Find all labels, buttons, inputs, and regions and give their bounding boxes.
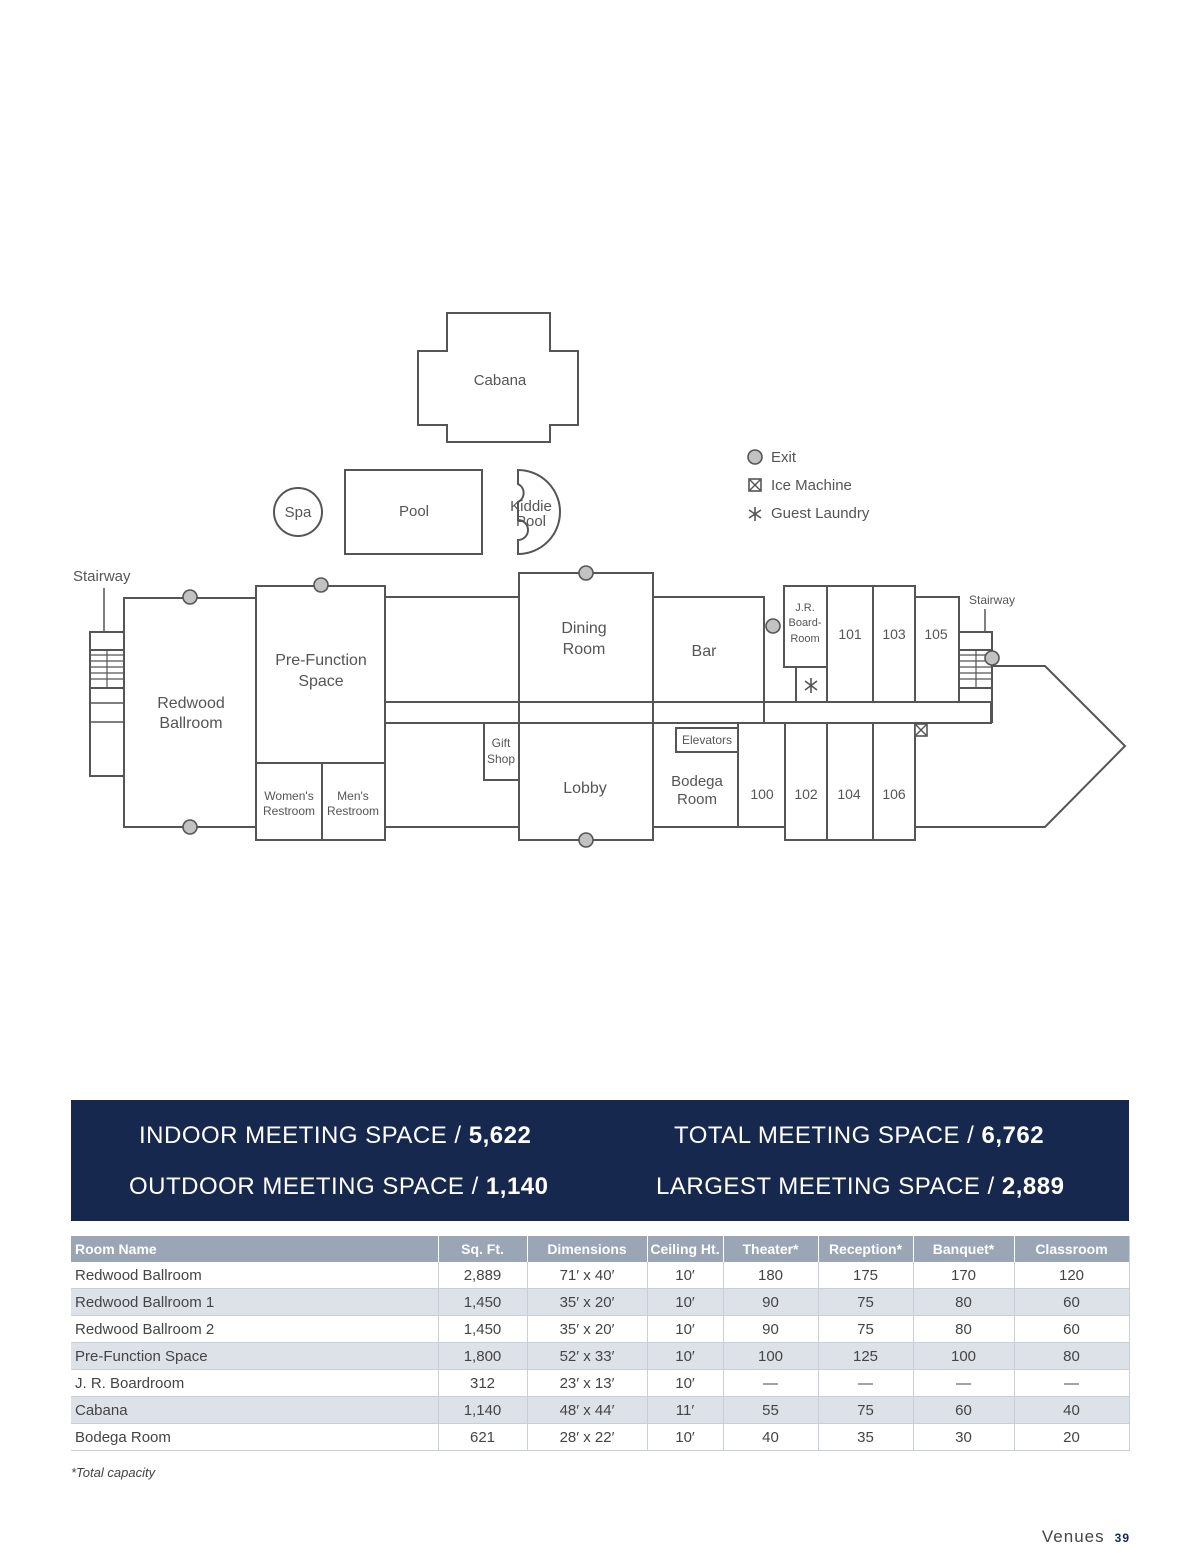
table-cell: 120	[1014, 1262, 1129, 1289]
table-cell: 170	[913, 1262, 1014, 1289]
table-cell: Pre-Function Space	[71, 1343, 438, 1370]
table-cell: —	[1014, 1370, 1129, 1397]
womens-label-1: Women's	[264, 789, 314, 803]
table-cell: 11′	[647, 1397, 723, 1424]
table-cell: 60	[1014, 1316, 1129, 1343]
table-cell: 10′	[647, 1316, 723, 1343]
room-102-label: 102	[794, 786, 818, 802]
page-footer	[1042, 1527, 1130, 1547]
gift-label-1: Gift	[491, 736, 511, 750]
cabana-label: Cabana	[473, 372, 527, 389]
room-102	[785, 723, 827, 840]
room-104-label: 104	[837, 786, 861, 802]
table-row	[71, 1289, 1129, 1316]
table-header-row	[71, 1236, 1129, 1262]
bodega-label-1: Bodega	[671, 773, 723, 790]
indoor-value: 5,622	[468, 1122, 532, 1149]
table-cell: 175	[818, 1262, 913, 1289]
room-103-label: 103	[882, 626, 906, 642]
elevators-label: Elevators	[681, 733, 733, 747]
room-101	[827, 586, 873, 702]
jr-label-2: Board-	[788, 617, 822, 629]
exit-icon	[183, 590, 197, 604]
table-cell: 60	[1014, 1289, 1129, 1316]
table-cell: 60	[913, 1397, 1014, 1424]
bar-label: Bar	[691, 643, 717, 660]
table-cell: 48′ x 44′	[527, 1397, 647, 1424]
mens-label-2: Restroom	[326, 804, 380, 818]
column-header: Banquet*	[913, 1236, 1014, 1262]
dining-label-2: Room	[562, 641, 606, 658]
stairway-right-label: Stairway	[968, 593, 1016, 607]
room-101-label: 101	[838, 626, 862, 642]
table-cell: —	[913, 1370, 1014, 1397]
upper-corridor-west	[385, 597, 519, 702]
table-cell: 23′ x 13′	[527, 1370, 647, 1397]
bodega-label-2: Room	[676, 791, 718, 808]
table-row	[71, 1370, 1129, 1397]
capacity-footnote: *Total capacity	[71, 1465, 156, 1480]
table-row	[71, 1343, 1129, 1370]
column-header: Dimensions	[527, 1236, 647, 1262]
table-row	[71, 1397, 1129, 1424]
table-cell: 35′ x 20′	[527, 1289, 647, 1316]
outdoor-meeting-space	[129, 1173, 548, 1201]
exit-icon	[766, 619, 780, 633]
exit-icon	[183, 820, 197, 834]
table-cell: 10′	[647, 1343, 723, 1370]
table-cell: Redwood Ballroom 1	[71, 1289, 438, 1316]
room-capacity-table	[71, 1236, 1130, 1451]
largest-meeting-space	[656, 1173, 1064, 1201]
exit-icon	[748, 450, 762, 464]
table-cell: 80	[913, 1316, 1014, 1343]
column-header: Ceiling Ht.	[647, 1236, 723, 1262]
gift-label-2: Shop	[486, 752, 516, 766]
table-cell: 55	[723, 1397, 818, 1424]
section-name: Venues	[1041, 1527, 1105, 1546]
table-cell: 35	[818, 1424, 913, 1451]
indoor-meeting-space	[139, 1122, 531, 1150]
womens-label-2: Restroom	[262, 804, 316, 818]
column-header: Reception*	[818, 1236, 913, 1262]
table-row	[71, 1262, 1129, 1289]
outdoor-value: 1,140	[485, 1173, 549, 1200]
table-row	[71, 1424, 1129, 1451]
room-105	[915, 597, 959, 702]
redwood-label-2: Ballroom	[159, 715, 223, 732]
room-100	[738, 723, 785, 827]
legend-laundry-label: Guest Laundry	[771, 505, 870, 522]
table-cell: 1,450	[438, 1316, 527, 1343]
table-cell: 75	[818, 1289, 913, 1316]
table-cell: 1,450	[438, 1289, 527, 1316]
table-cell: 125	[818, 1343, 913, 1370]
table-cell: 90	[723, 1289, 818, 1316]
table-cell: 180	[723, 1262, 818, 1289]
table-cell: —	[818, 1370, 913, 1397]
indoor-label: INDOOR MEETING SPACE /	[139, 1122, 469, 1149]
legend-ice-label: Ice Machine	[771, 477, 852, 494]
table-cell: Redwood Ballroom 2	[71, 1316, 438, 1343]
table-cell: 90	[723, 1316, 818, 1343]
table-cell: 71′ x 40′	[527, 1262, 647, 1289]
table-cell: 100	[913, 1343, 1014, 1370]
table-cell: 40	[1014, 1397, 1129, 1424]
room-106-label: 106	[882, 786, 906, 802]
kiddie-pool-label-1: Kiddie	[510, 498, 552, 515]
table-cell: 1,800	[438, 1343, 527, 1370]
room-106	[873, 723, 915, 840]
table-cell: Bodega Room	[71, 1424, 438, 1451]
jr-label-3: Room	[790, 633, 820, 645]
column-header: Sq. Ft.	[438, 1236, 527, 1262]
room-100-label: 100	[750, 786, 774, 802]
exit-icon	[579, 833, 593, 847]
table-cell: 10′	[647, 1289, 723, 1316]
table-cell: 75	[818, 1397, 913, 1424]
column-header: Classroom	[1014, 1236, 1129, 1262]
largest-label: LARGEST MEETING SPACE /	[656, 1173, 1002, 1200]
table-cell: 312	[438, 1370, 527, 1397]
pool-label: Pool	[398, 503, 430, 520]
total-meeting-space	[674, 1122, 1044, 1150]
table-cell: 10′	[647, 1262, 723, 1289]
redwood-ballroom	[124, 598, 256, 827]
column-header: Theater*	[723, 1236, 818, 1262]
table-cell: 80	[913, 1289, 1014, 1316]
spa-label: Spa	[284, 504, 312, 521]
lobby-label: Lobby	[563, 780, 607, 797]
stairway-left-label: Stairway	[73, 568, 131, 585]
table-cell: 28′ x 22′	[527, 1424, 647, 1451]
ice-machine-icon	[915, 724, 927, 736]
table-cell: 1,140	[438, 1397, 527, 1424]
left-stairway	[90, 632, 124, 776]
table-cell: Cabana	[71, 1397, 438, 1424]
table-cell: 30	[913, 1424, 1014, 1451]
prefunction-label-2: Space	[298, 673, 344, 690]
table-cell: 2,889	[438, 1262, 527, 1289]
jr-label-1: J.R.	[795, 602, 815, 614]
prefunction-label-1: Pre-Function	[275, 652, 367, 669]
room-104	[827, 723, 873, 840]
table-cell: J. R. Boardroom	[71, 1370, 438, 1397]
table-cell: 100	[723, 1343, 818, 1370]
exit-icon	[579, 566, 593, 580]
meeting-space-summary	[71, 1100, 1129, 1221]
total-value: 6,762	[981, 1122, 1045, 1149]
table-cell: 75	[818, 1316, 913, 1343]
right-stairway	[959, 632, 992, 702]
room-105-label: 105	[924, 626, 948, 642]
table-cell: 10′	[647, 1370, 723, 1397]
redwood-label-1: Redwood	[157, 695, 225, 712]
table-cell: 20	[1014, 1424, 1129, 1451]
map-legend	[748, 449, 870, 522]
exit-icon	[985, 651, 999, 665]
kiddie-pool-label-2: Pool	[515, 513, 547, 530]
table-cell: 621	[438, 1424, 527, 1451]
exit-icon	[314, 578, 328, 592]
table-cell: —	[723, 1370, 818, 1397]
total-label: TOTAL MEETING SPACE /	[674, 1122, 982, 1149]
table-cell: 52′ x 33′	[527, 1343, 647, 1370]
table-cell: 80	[1014, 1343, 1129, 1370]
ice-machine-icon	[749, 479, 761, 491]
column-header: Room Name	[71, 1236, 438, 1262]
guest-laundry-icon	[749, 507, 761, 521]
table-cell: 40	[723, 1424, 818, 1451]
legend-exit-label: Exit	[771, 449, 797, 466]
table-row	[71, 1316, 1129, 1343]
page-number: 39	[1114, 1531, 1130, 1545]
largest-value: 2,889	[1001, 1173, 1065, 1200]
table-cell: Redwood Ballroom	[71, 1262, 438, 1289]
table-cell: 35′ x 20′	[527, 1316, 647, 1343]
table-cell: 10′	[647, 1424, 723, 1451]
dining-label-1: Dining	[561, 620, 607, 637]
corridor-east	[764, 702, 991, 723]
room-103	[873, 586, 915, 702]
outdoor-label: OUTDOOR MEETING SPACE /	[129, 1173, 486, 1200]
mens-label-1: Men's	[337, 789, 369, 803]
